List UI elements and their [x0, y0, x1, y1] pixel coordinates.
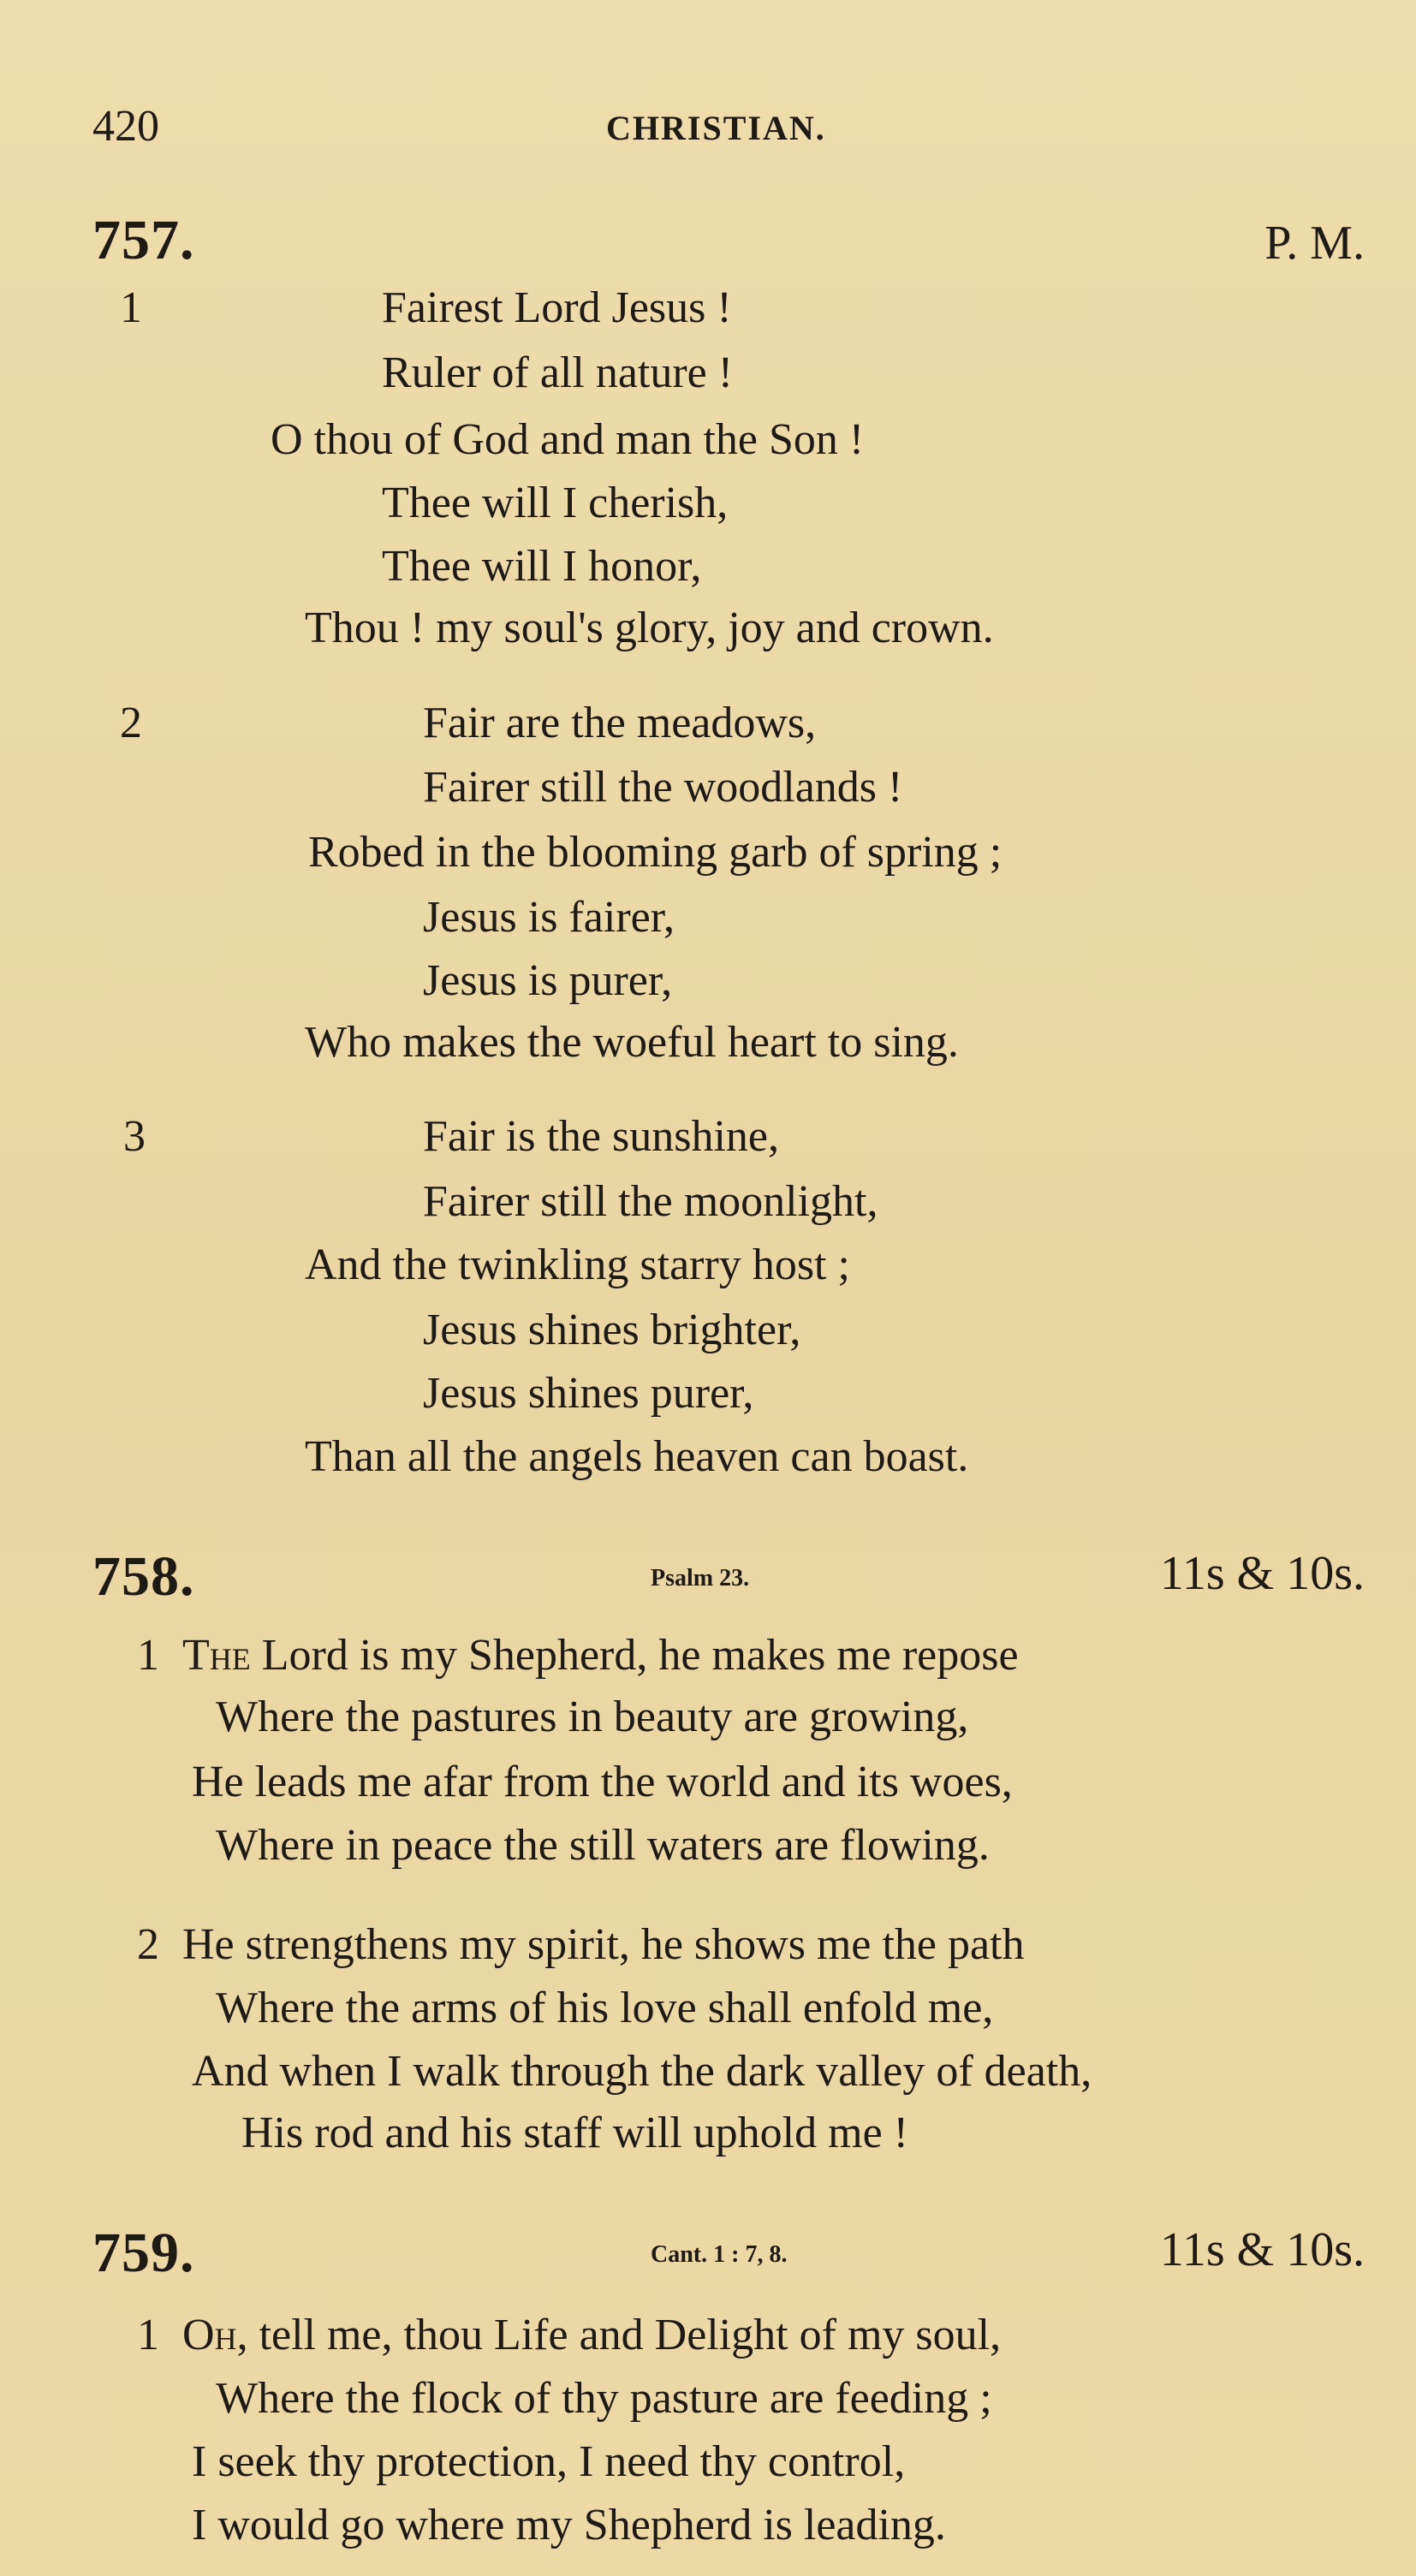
verse-line: Where the pastures in beauty are growing, [216, 1693, 969, 1741]
verse-line: Fairest Lord Jesus ! [382, 283, 732, 332]
verse-line: Thee will I honor, [382, 542, 702, 591]
first-word: Oh [182, 2311, 237, 2359]
verse-text: Lord is my Shepherd, he makes me repose [250, 1631, 1019, 1680]
hymn-759-reference: Cant. 1 : 7, 8. [651, 2241, 788, 2268]
verse-line: Where in peace the still waters are flowing. [216, 1821, 990, 1870]
stanza-number: 1 [137, 1631, 159, 1680]
verse-line: Where the arms of his love shall enfold me, [216, 1984, 994, 2032]
verse-line: Fairer still the moonlight, [423, 1177, 878, 1226]
hymn-759-number: 759. [92, 2222, 195, 2284]
verse-line: And when I walk through the dark valley of death, [192, 2047, 1092, 2096]
verse-line: I would go where my Shepherd is leading. [192, 2501, 946, 2549]
hymn-758-number: 758. [92, 1545, 195, 1608]
verse-line: Jesus shines brighter, [423, 1306, 801, 1354]
section-title: CHRISTIAN. [606, 109, 826, 147]
verse-line: Jesus shines purer, [423, 1369, 754, 1418]
verse-text: , tell me, thou Life and Delight of my soul, [236, 2311, 1002, 2359]
verse-line: Jesus is purer, [423, 956, 673, 1005]
hymn-757-meter: P. M. [1264, 217, 1365, 270]
verse-line: Jesus is fairer, [423, 893, 675, 942]
verse-line: And the twinkling starry host ; [305, 1240, 850, 1289]
verse-line: His rod and his staff will uphold me ! [241, 2109, 908, 2157]
verse-text: He strengthens my spirit, he shows me the path [182, 1920, 1025, 1969]
stanza-number: 3 [123, 1112, 146, 1161]
stanza-number: 2 [120, 699, 142, 747]
verse-line [137, 1919, 1025, 1970]
verse-line: Who makes the woeful heart to sing. [305, 1018, 959, 1067]
hymn-757-number: 757. [92, 209, 195, 271]
verse-line: Fair is the sunshine, [423, 1112, 779, 1161]
verse-line: Thou ! my soul's glory, joy and crown. [305, 604, 994, 652]
verse-line: Than all the angels heaven can boast. [305, 1432, 969, 1481]
stanza-number: 1 [137, 2311, 159, 2359]
verse-line: Robed in the blooming garb of spring ; [308, 828, 1003, 877]
verse-line: Thee will I cherish, [382, 479, 729, 527]
verse-line: Fair are the meadows, [423, 699, 817, 747]
verse-line: O thou of God and man the Son ! [271, 415, 865, 464]
hymn-758-reference: Psalm 23. [651, 1565, 750, 1591]
verse-line: Ruler of all nature ! [382, 348, 734, 397]
verse-line [137, 1630, 1019, 1681]
first-word: The [182, 1631, 251, 1680]
stanza-number: 1 [120, 283, 142, 332]
page-number: 420 [92, 102, 159, 151]
verse-line: I seek thy protection, I need thy control, [192, 2437, 906, 2486]
verse-line: Where the flock of thy pasture are feeding ; [216, 2374, 992, 2423]
verse-line: He leads me afar from the world and its woes, [192, 1758, 1013, 1806]
hymn-759-meter: 11s & 10s. [1159, 2223, 1365, 2276]
verse-line [137, 2310, 1001, 2360]
stanza-number: 2 [137, 1920, 159, 1969]
hymn-758-meter: 11s & 10s. [1159, 1547, 1365, 1600]
verse-line: Fairer still the woodlands ! [423, 763, 903, 812]
